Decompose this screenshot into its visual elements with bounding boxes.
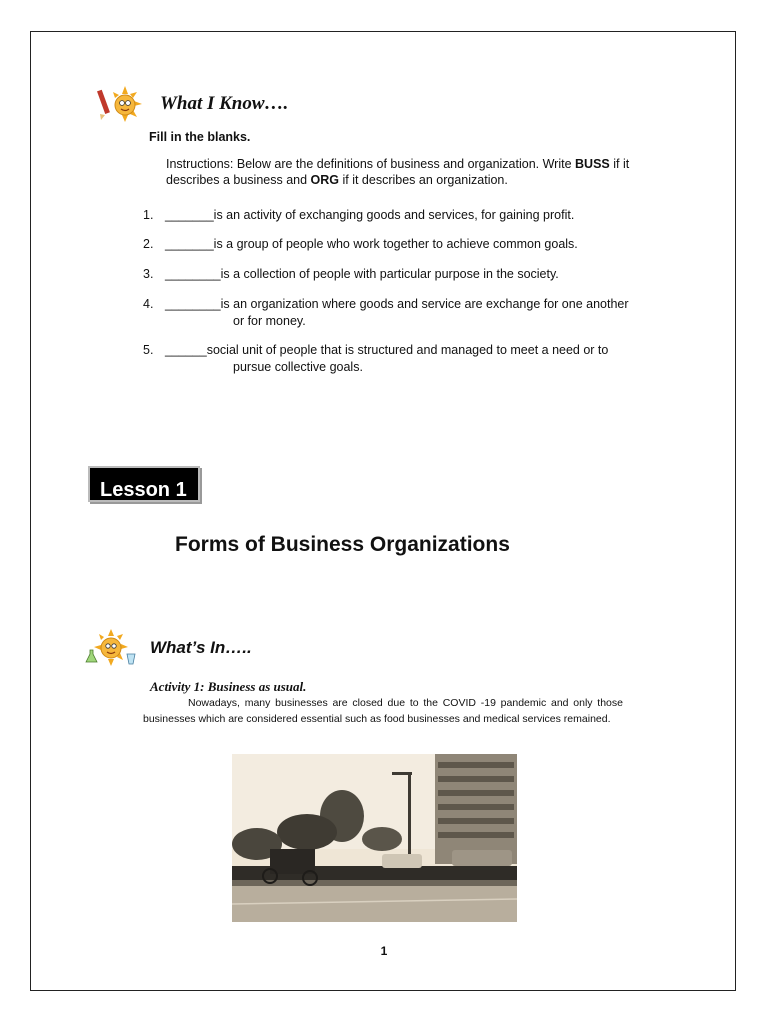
lesson-banner bbox=[88, 466, 200, 502]
list-item: 3. ________is a collection of people with particular purpose in the society. bbox=[143, 267, 559, 281]
org-keyword: ORG bbox=[310, 173, 340, 187]
list-item: 1. _______is an activity of exchanging goods and services, for gaining profit. bbox=[143, 208, 575, 222]
page-number: 1 bbox=[380, 944, 388, 958]
section-title-whats-in: What’s In….. bbox=[150, 638, 252, 657]
page-title: Forms of Business Organizations bbox=[175, 533, 510, 556]
instructions-text bbox=[166, 156, 646, 188]
street-photo bbox=[232, 754, 517, 922]
section-title-what-i-know: What I Know…. bbox=[160, 93, 289, 114]
activity-title: Activity 1: Business as usual. bbox=[150, 679, 307, 694]
instructions-prefix: Instructions: Below are the definitions of business and organization. Write bbox=[166, 157, 576, 171]
list-item: 5. ______social unit of people that is structured and managed to meet a need or to pursue collective goals. bbox=[143, 343, 609, 374]
instructions-suffix: if it describes an organization. bbox=[339, 173, 508, 187]
instructions-middle: if it describes a business and bbox=[166, 157, 630, 187]
activity-paragraph: Nowadays, many businesses are closed due to the COVID -19 pandemic and only those businesses which are considered essential such as food businesses and medical services remained. bbox=[143, 697, 623, 725]
pencil-sun-icon bbox=[97, 84, 145, 124]
answer-blank[interactable]: ______ bbox=[165, 343, 207, 357]
buss-keyword: BUSS bbox=[575, 157, 610, 171]
lesson-label: Lesson 1 bbox=[100, 479, 187, 501]
answer-blank[interactable]: _______ bbox=[165, 208, 214, 222]
list-item: 4. ________is an organization where goods and service are exchange for one another or for money. bbox=[143, 297, 629, 328]
answer-blank[interactable]: ________ bbox=[165, 297, 221, 311]
answer-blank[interactable]: _______ bbox=[165, 237, 214, 251]
sun-flask-icon bbox=[83, 628, 139, 668]
list-item: 2. _______is a group of people who work together to achieve common goals. bbox=[143, 237, 578, 251]
fill-in-blanks-label: Fill in the blanks. bbox=[149, 130, 251, 144]
answer-blank[interactable]: ________ bbox=[165, 267, 221, 281]
